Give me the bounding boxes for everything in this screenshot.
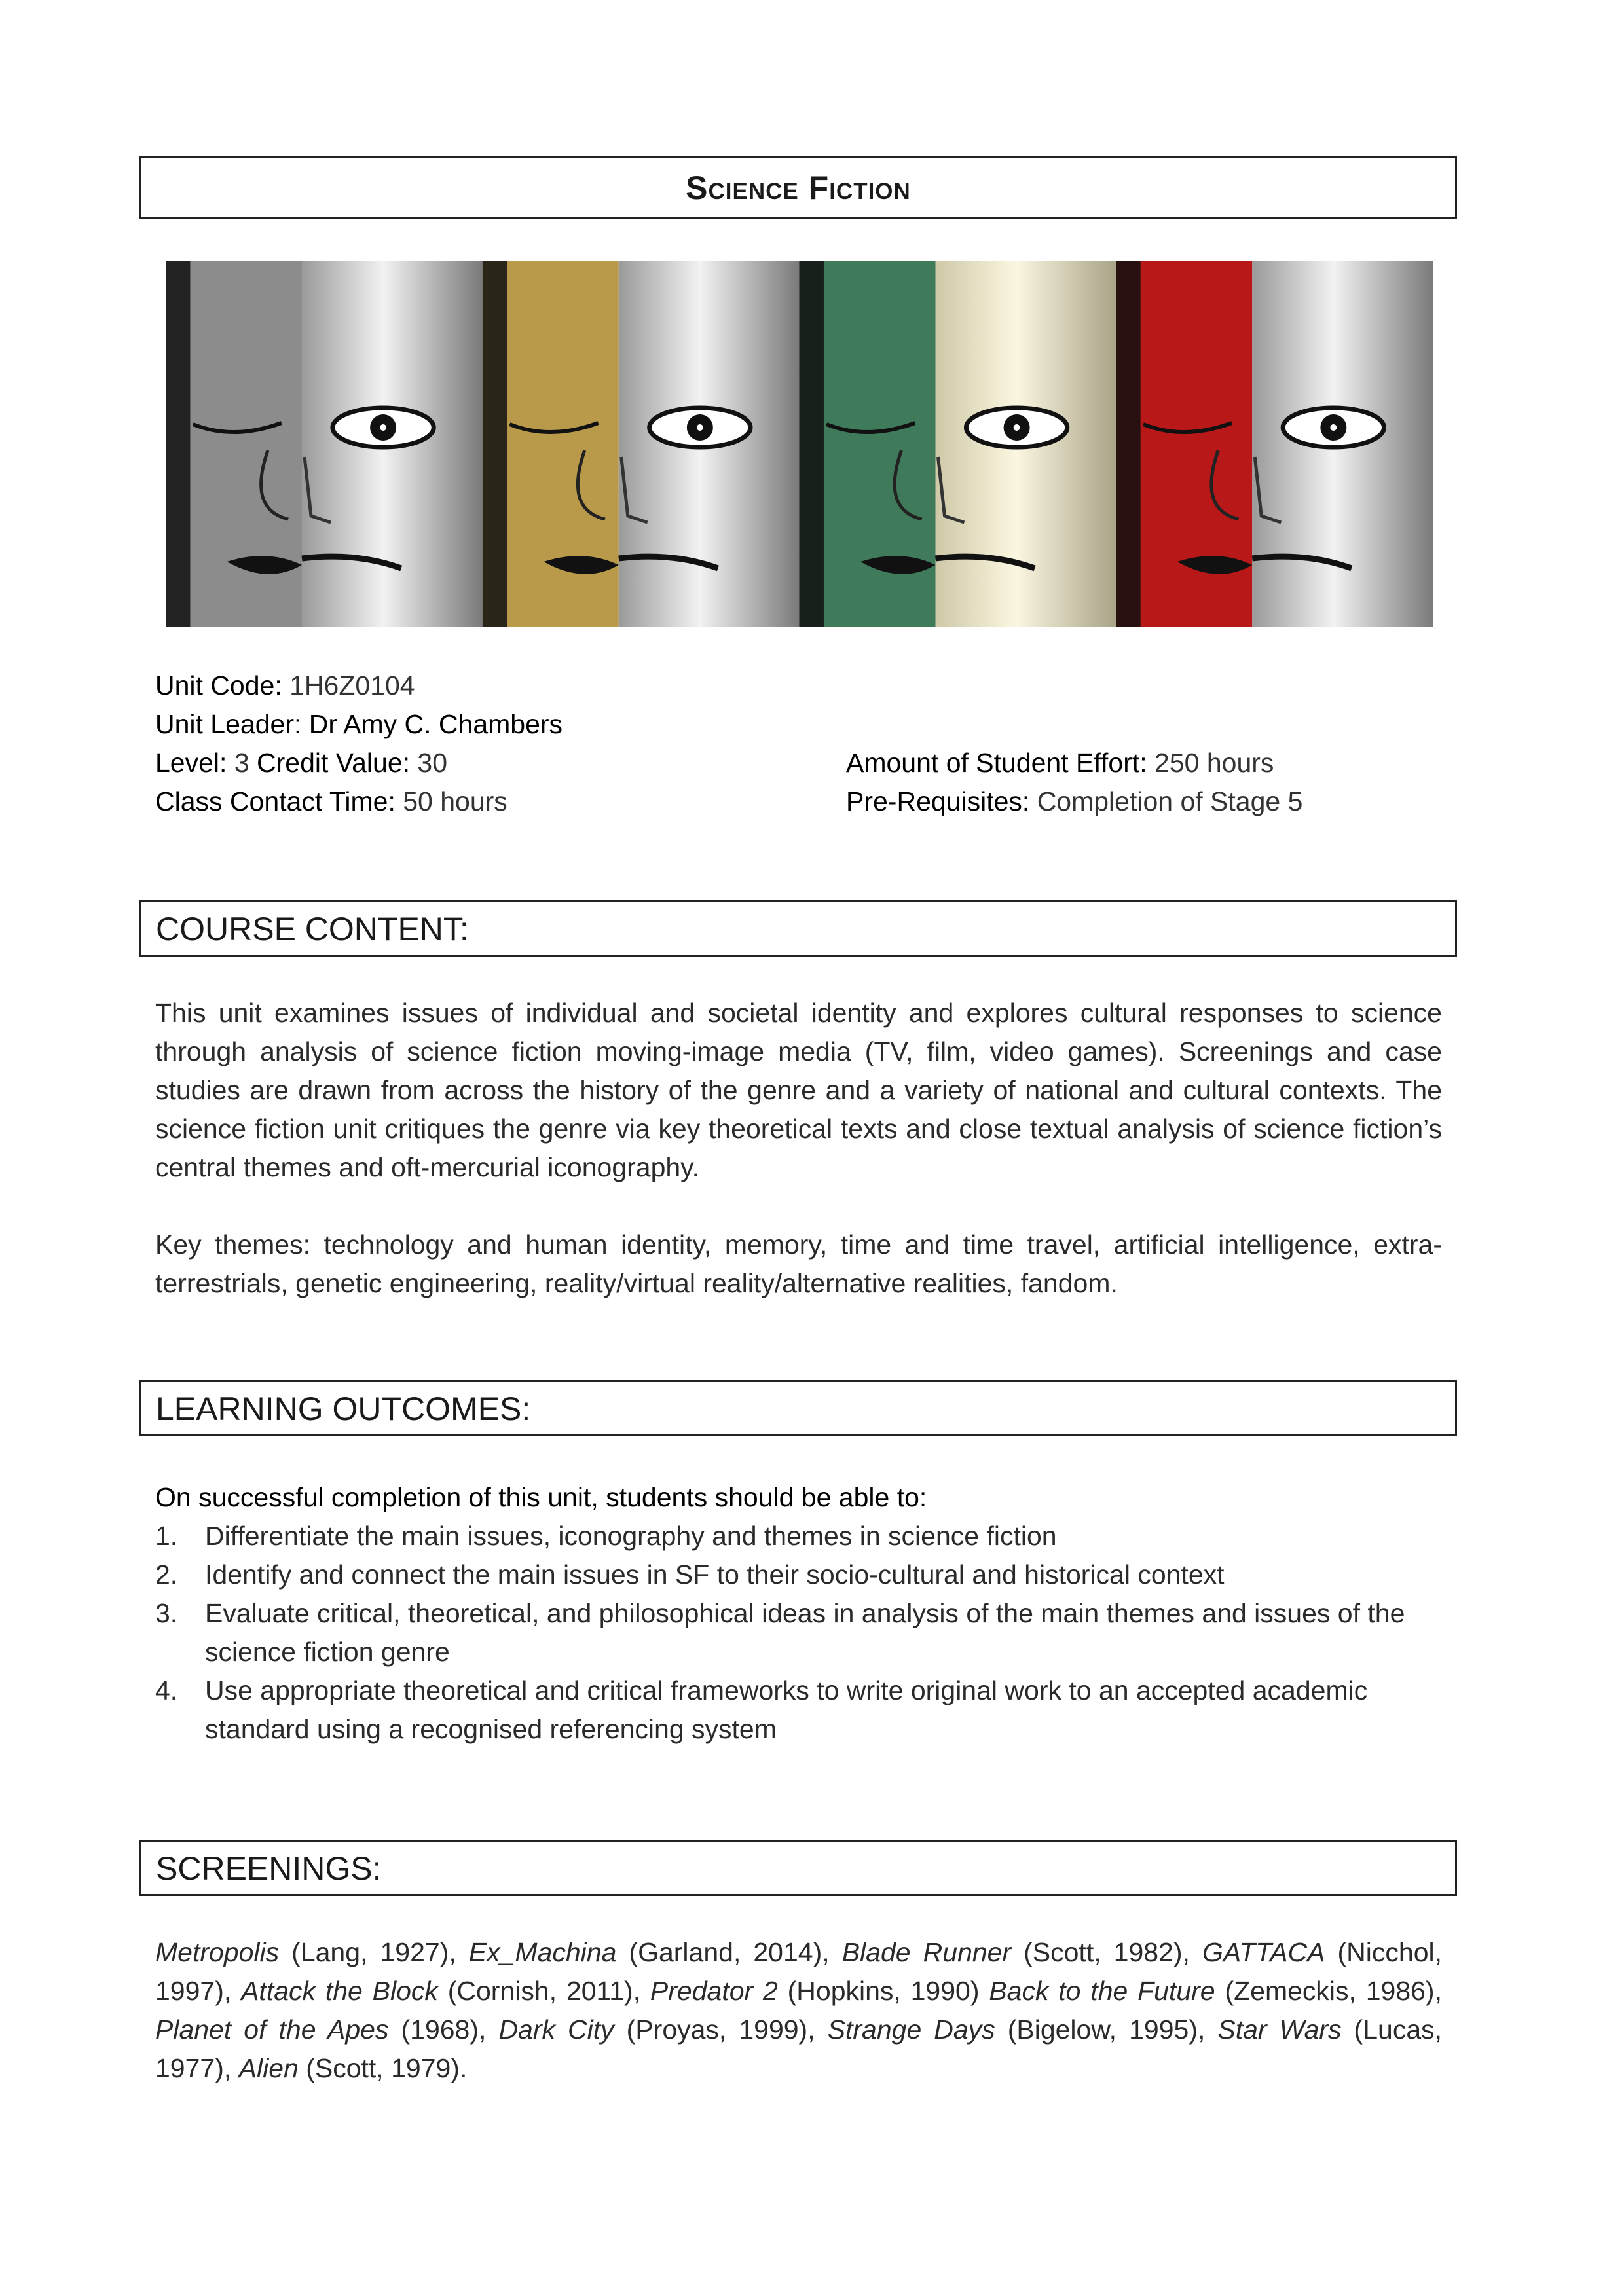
prereq-value: Completion of Stage 5	[1037, 786, 1303, 816]
course-content-heading-box	[139, 900, 1457, 957]
title-box	[139, 156, 1457, 219]
film-credit: (Proyas, 1999),	[614, 2014, 828, 2045]
film-credit: (Hopkins, 1990)	[777, 1976, 989, 2006]
effort-value: 250 hours	[1154, 748, 1274, 778]
film-credit: (Garland, 2014),	[616, 1937, 842, 1967]
film-title: Strange Days	[827, 2014, 995, 2045]
list-item	[155, 1671, 1442, 1749]
list-text: Evaluate critical, theoretical, and philosophical ideas in analysis of the main themes and issues of the science fiction genre	[205, 1598, 1405, 1667]
film-title: Star Wars	[1217, 2014, 1342, 2045]
film-title: Metropolis	[155, 1937, 280, 1967]
film-credit: (Scott, 1979).	[298, 2053, 468, 2083]
effort-label: Amount of Student Effort:	[846, 748, 1147, 778]
list-number: 4.	[155, 1675, 178, 1705]
film-credit: (Lucas, 1977),	[155, 2014, 1443, 2083]
film-title: Alien	[238, 2053, 299, 2083]
list-number: 2.	[155, 1559, 178, 1590]
credit-value: 30	[417, 748, 448, 778]
film-credit: (Scott, 1982),	[1011, 1937, 1202, 1967]
contact-value: 50 hours	[403, 786, 507, 816]
robot-pupil-highlight	[380, 424, 386, 431]
level-credit-line	[155, 744, 447, 782]
screenings-heading: SCREENINGS:	[156, 1850, 382, 1887]
unit-leader-line	[155, 705, 563, 744]
film-title: Back to the Future	[989, 1976, 1215, 2006]
shadow-strip	[483, 261, 507, 627]
film-title: Attack the Block	[241, 1976, 438, 2006]
level-value: 3	[234, 748, 249, 778]
film-credit: (Zemeckis, 1986),	[1215, 1976, 1442, 2006]
list-number: 3.	[155, 1598, 178, 1628]
list-item	[155, 1517, 1442, 1556]
unit-leader-label: Unit Leader: Dr Amy C. Chambers	[155, 709, 563, 739]
list-item	[155, 1556, 1442, 1594]
learning-outcomes-intro: On successful completion of this unit, students should be able to:	[155, 1482, 927, 1512]
list-text: Identify and connect the main issues in SF to their socio-cultural and historical context	[205, 1559, 1225, 1590]
film-title: Blade Runner	[841, 1937, 1012, 1967]
contact-time-line	[155, 782, 507, 821]
robot-pupil-highlight	[1014, 424, 1020, 431]
film-title: Planet of the Apes	[155, 2014, 389, 2045]
page-title: Science Fiction	[686, 170, 911, 206]
credit-label: Credit Value:	[257, 748, 411, 778]
prereq-label: Pre-Requisites:	[846, 786, 1030, 816]
film-title: Predator 2	[650, 1976, 778, 2006]
list-number: 1.	[155, 1521, 178, 1551]
screenings-paragraph	[155, 1933, 1442, 2088]
list-text: Use appropriate theoretical and critical frameworks to write original work to an accepted academic standard using a recognised referencing system	[205, 1675, 1368, 1744]
unit-code-label: Unit Code:	[155, 670, 282, 701]
key-themes-paragraph: Key themes: technology and human identity, memory, time and time travel, artificial intelligence, extra-terrestrials, genetic engineering, reality/virtual reality/alternative realities, fandom.	[155, 1230, 1442, 1298]
banner-image	[166, 261, 1433, 627]
screenings-heading-box	[139, 1840, 1457, 1896]
film-title: GATTACA	[1202, 1937, 1325, 1967]
film-credit: (Cornish, 2011),	[437, 1976, 650, 2006]
film-title: Dark City	[498, 2014, 614, 2045]
film-title: Ex_Machina	[468, 1937, 617, 1967]
film-credit: (1968),	[388, 2014, 499, 2045]
learning-outcomes-heading-box	[139, 1380, 1457, 1436]
prereq-line	[846, 782, 1302, 821]
contact-label: Class Contact Time:	[155, 786, 396, 816]
robot-pupil-highlight	[1330, 424, 1337, 431]
film-credit: (Bigelow, 1995),	[995, 2014, 1218, 2045]
effort-line	[846, 744, 1274, 782]
unit-code-value: 1H6Z0104	[289, 670, 415, 701]
list-item	[155, 1594, 1442, 1671]
list-text: Differentiate the main issues, iconography and themes in science fiction	[205, 1521, 1057, 1551]
unit-code-line	[155, 666, 415, 705]
film-credit: (Lang, 1927),	[279, 1937, 469, 1967]
film-credit: (Nicchol, 1997),	[155, 1937, 1443, 2006]
shadow-strip	[1116, 261, 1140, 627]
course-content-heading: COURSE CONTENT:	[156, 911, 469, 947]
shadow-strip	[800, 261, 824, 627]
course-content-paragraph: This unit examines issues of individual and societal identity and explores cultural responses to science through analysis of science fiction moving-image media (TV, film, video games). Screenings and case studies are drawn from across the history of the genre and a variety of national and cultural contexts. The science fiction unit critiques the genre via key theoretical texts and close textual analysis of science fiction’s central themes and oft-mercurial iconography.	[155, 998, 1442, 1182]
shadow-strip	[166, 261, 190, 627]
learning-outcomes-list	[155, 1517, 1442, 1749]
robot-pupil-highlight	[697, 424, 703, 431]
learning-outcomes-heading: LEARNING OUTCOMES:	[156, 1391, 531, 1427]
level-label: Level:	[155, 748, 227, 778]
